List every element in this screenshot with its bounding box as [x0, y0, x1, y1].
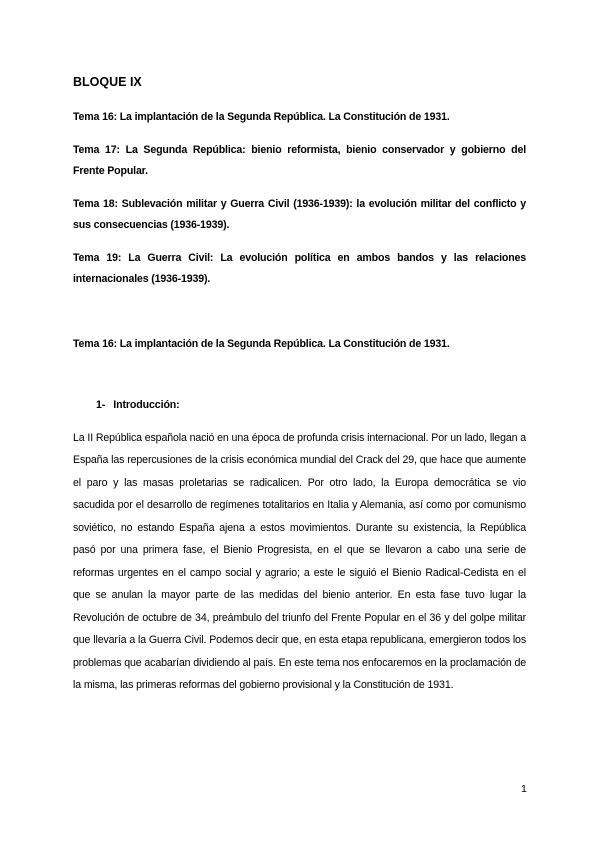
current-topic-heading: Tema 16: La implantación de la Segunda República. La Constitución de 1931.	[73, 338, 450, 350]
topic-16-title: Tema 16: La implantación de la Segunda República. La Constitución de 1931.	[73, 111, 450, 123]
topic-19-title: Tema 19: La Guerra Civil: La evolución política en ambos bandos y las relaciones internacionales (1936-1939).	[73, 252, 526, 285]
section-number: 1-	[96, 399, 106, 411]
topic-18-title: Tema 18: Sublevación militar y Guerra Civil (1936-1939): la evolución militar del conflicto y sus consecuencias (1936-1939).	[73, 198, 526, 231]
topic-17-title: Tema 17: La Segunda República: bienio reformista, bienio conservador y gobierno del Frente Popular.	[73, 144, 526, 177]
section-heading	[96, 399, 180, 411]
page-number: 1	[521, 783, 527, 795]
block-title: BLOQUE IX	[73, 75, 142, 89]
section-title: Introducción:	[113, 399, 180, 411]
introduction-paragraph: La II República española nació en una época de profunda crisis internacional. Por un lado, llegan a España las repercusiones de la crisis económica mundial del Crack del 29, que hace que aumente el paro y las masas proletarias se radicalicen. Por otro lado, la Europa democrática se vio sacudida por el desarrollo de regímenes totalitarios en Italia y Alemania, así como por comunismo soviético, no estando España ajena a estos movimientos. Durante su existencia, la República pasó por una primera fase, el Bienio Progresista, en el que se llevaron a cabo una serie de reformas urgentes en el campo social y agrario; a este le siguió el Bienio Radical-Cedista en el que se anulan la mayor parte de las medidas del bienio anterior. En esta fase tuvo lugar la Revolución de octubre de 34, preámbulo del triunfo del Frente Popular en el 36 y del golpe militar que llevaría a la Guerra Civil. Podemos decir que, en esta etapa republicana, emergieron todos los problemas que acabarían dividiendo al país. En este tema nos enfocaremos en la proclamación de la misma, las primeras reformas del gobierno provisional y la Constitución de 1931.	[73, 432, 526, 691]
